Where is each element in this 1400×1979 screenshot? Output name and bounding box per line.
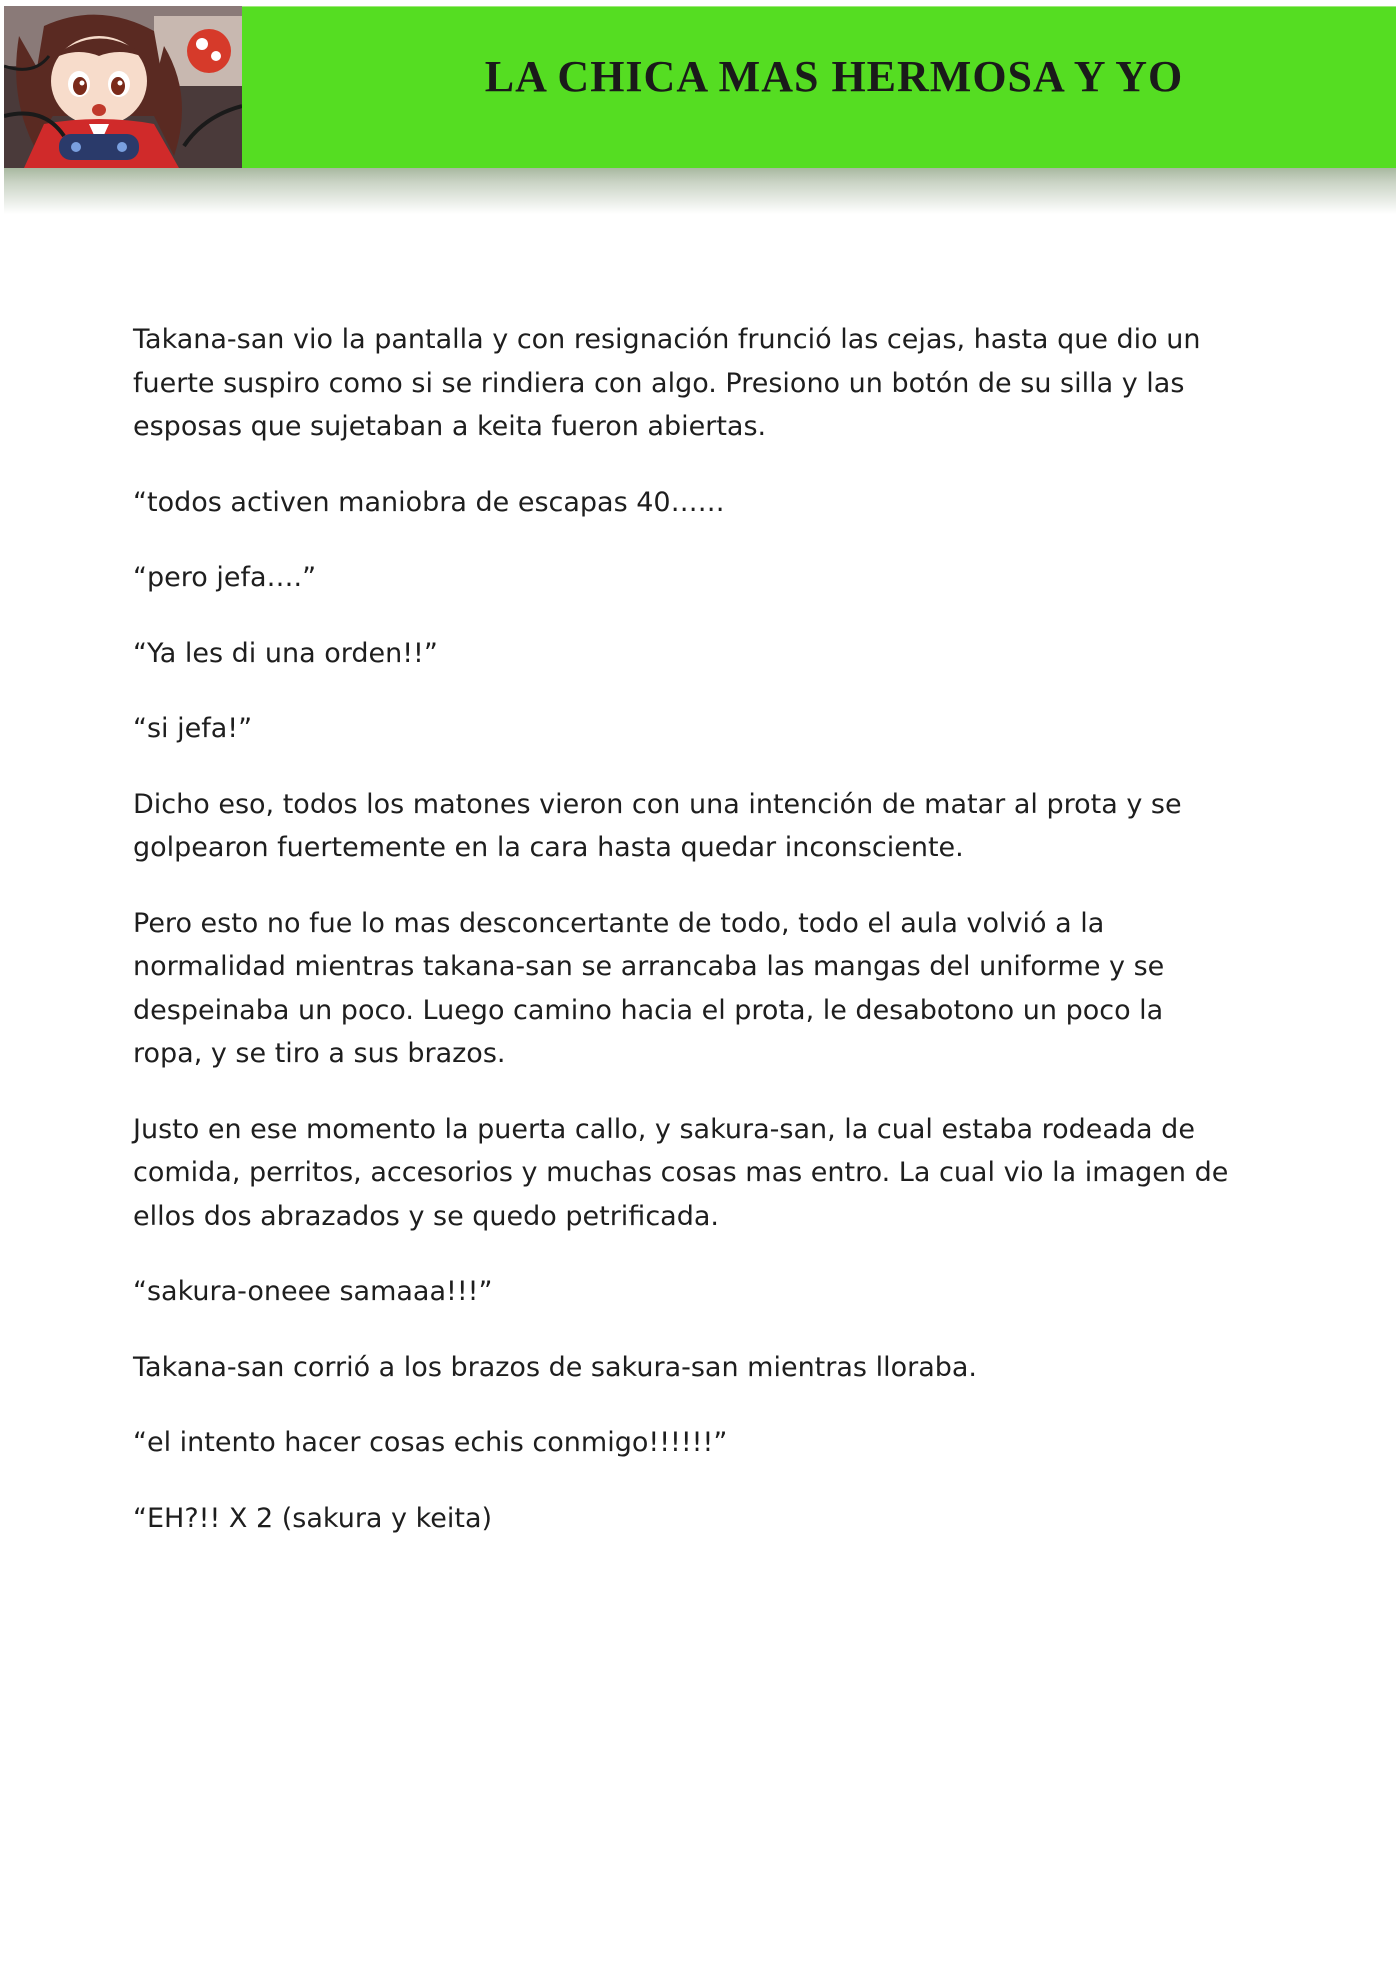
paragraph: “sakura-oneee samaaa!!!”: [133, 1276, 493, 1307]
paragraph: “si jefa!”: [133, 713, 253, 744]
paragraph: Justo en ese momento la puerta callo, y sakura-san, la cual estaba rodeada de comida, perritos, accesorios y muchas cosas mas entro. La cual vio la imagen de ellos dos abrazados y se quedo petrificada.: [133, 1113, 1229, 1232]
paragraph: Takana-san corrió a los brazos de sakura-san mientras lloraba.: [133, 1351, 978, 1383]
document-body: [133, 318, 1263, 1572]
page-header: [0, 0, 1400, 215]
header-shadow: [4, 168, 1396, 214]
paragraph: “Ya les di una orden!!”: [133, 637, 438, 669]
paragraph: “el intento hacer cosas echis conmigo!!!!!!”: [133, 1427, 728, 1458]
anime-girl-gamepad-illustration: [4, 6, 242, 168]
paragraph: “pero jefa….”: [133, 562, 317, 593]
paragraph: Pero esto no fue lo mas desconcertante de todo, todo el aula volvió a la normalidad mientras takana-san se arrancaba las mangas del uniforme y se despeinaba un poco. Luego camino hacia el prota, le desabotono un poco la ropa, y se tiro a sus brazos.: [133, 907, 1165, 1069]
header-title: LA CHICA MAS HERMOSA Y YO: [484, 51, 1184, 101]
paragraph: Dicho eso, todos los matones vieron con una intención de matar al prota y se golpearon fuertemente en la cara hasta quedar inconsciente.: [133, 788, 1182, 863]
paragraph: Takana-san vio la pantalla y con resignación frunció las cejas, hasta que dio un fuerte suspiro como si se rindiera con algo. Presiono un botón de su silla y las esposas que sujetaban a keita fueron abiertas.: [133, 324, 1201, 442]
paragraph: “EH?!! X 2 (sakura y keita): [133, 1502, 493, 1534]
paragraph: “todos activen maniobra de escapas 40……: [133, 486, 725, 518]
